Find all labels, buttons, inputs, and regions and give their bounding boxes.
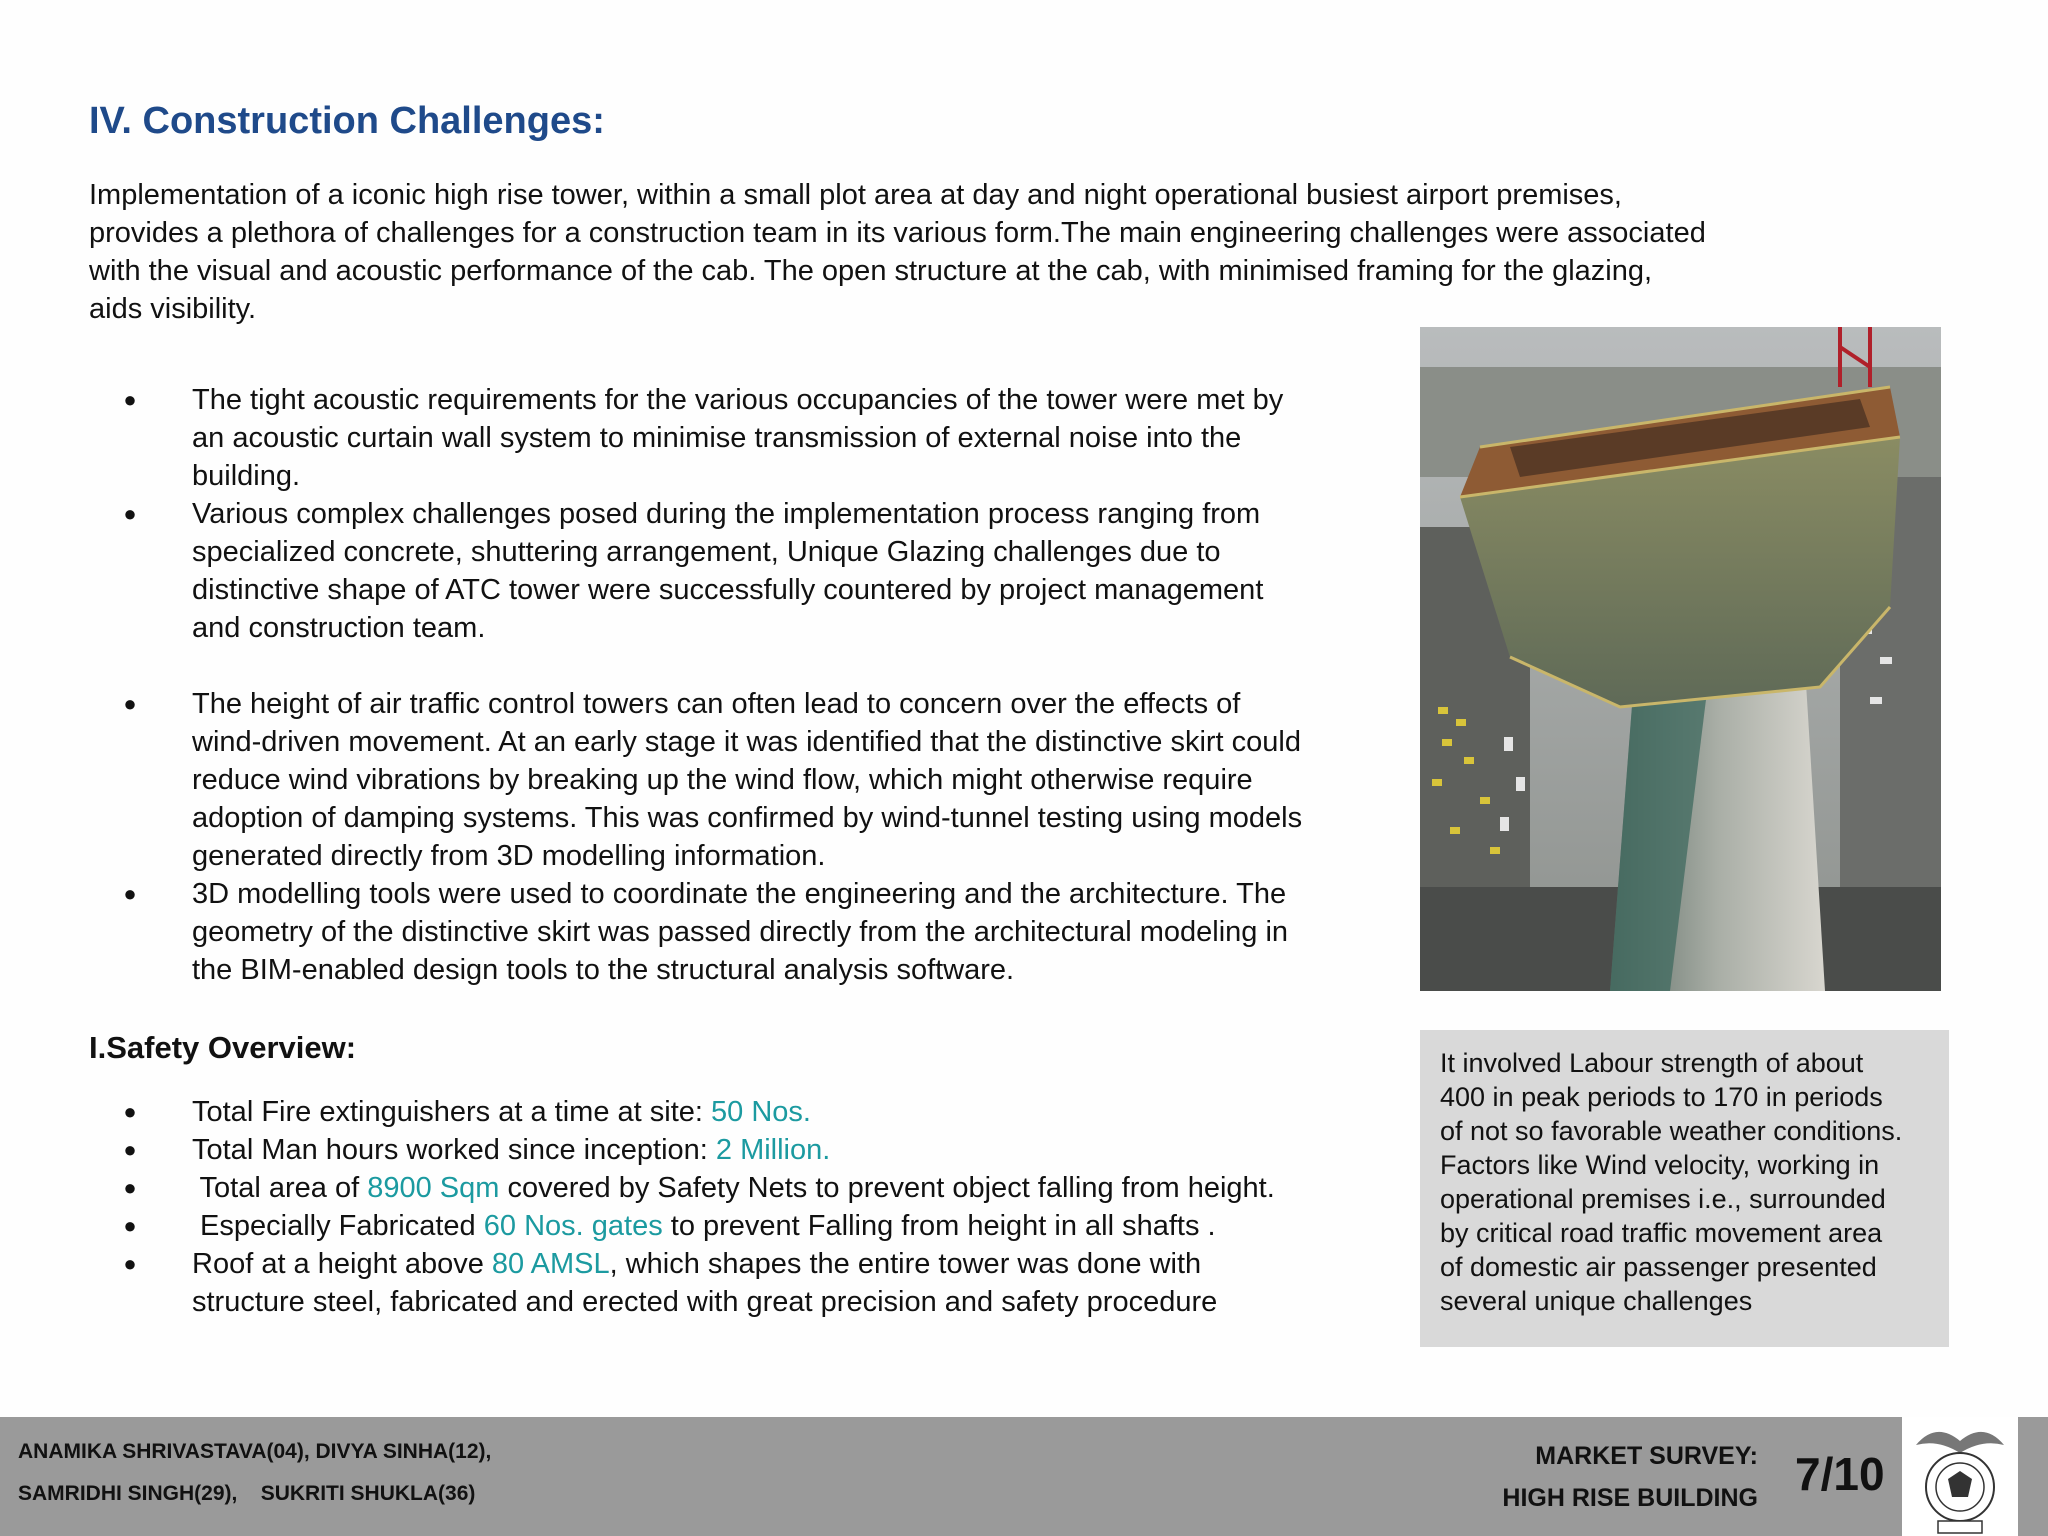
list-item-line: wind-driven movement. At an early stage it was identified that the distinctive skirt could <box>192 726 1301 758</box>
highlight-value: 8900 Sqm <box>367 1172 500 1204</box>
text: to prevent Falling from height in all shafts . <box>662 1210 1216 1242</box>
note-line: 400 in peak periods to 170 in periods <box>1440 1082 1883 1112</box>
intro-paragraph <box>89 176 1969 328</box>
list-item-line: The tight acoustic requirements for the various occupancies of the tower were met by <box>192 384 1284 416</box>
highlight-value: 60 Nos. gates <box>483 1210 663 1242</box>
bullet-icon: ● <box>123 387 137 412</box>
list-item-line: generated directly from 3D modelling information. <box>192 840 826 872</box>
list-item-line: building. <box>192 460 301 492</box>
list-item <box>120 1093 1410 1131</box>
safety-list <box>120 1093 1410 1321</box>
list-item-line <box>192 1169 1410 1207</box>
footer-bar <box>0 1417 2048 1536</box>
photo-illustration <box>1420 327 1941 991</box>
challenges-list <box>120 381 1410 989</box>
list-item-line: specialized concrete, shuttering arrangement, Unique Glazing challenges due to <box>192 536 1221 568</box>
text: , which shapes the entire tower was done with <box>609 1248 1202 1280</box>
list-item-line: adoption of damping systems. This was confirmed by wind-tunnel testing using models <box>192 802 1303 834</box>
list-item-line: distinctive shape of ATC tower were successfully countered by project management <box>192 574 1264 606</box>
note-line: of not so favorable weather conditions. <box>1440 1116 1903 1146</box>
survey-line: MARKET SURVEY: <box>1535 1442 1758 1470</box>
bullet-icon: ● <box>123 1175 137 1200</box>
text: Total area of <box>192 1172 368 1204</box>
emblem-icon <box>1902 1417 2018 1536</box>
note-line: It involved Labour strength of about <box>1440 1048 1864 1078</box>
list-item <box>120 1131 1410 1169</box>
highlight-value: 2 Million. <box>715 1134 831 1166</box>
list-item-line: structure steel, fabricated and erected with great precision and safety procedure <box>192 1286 1218 1318</box>
list-item-line: reduce wind vibrations by breaking up the wind flow, which might otherwise require <box>192 764 1253 796</box>
list-item <box>120 1207 1410 1245</box>
text: Roof at a height above <box>192 1248 492 1280</box>
labour-note-box <box>1420 1030 1949 1347</box>
list-item <box>120 685 1410 875</box>
list-item-line <box>192 1245 1410 1283</box>
list-item-line <box>192 1093 1410 1131</box>
bullet-icon: ● <box>123 1137 137 1162</box>
list-item-line: the BIM-enabled design tools to the structural analysis software. <box>192 954 1015 986</box>
survey-line: HIGH RISE BUILDING <box>1502 1484 1758 1512</box>
note-line: several unique challenges <box>1440 1286 1753 1316</box>
bullet-icon: ● <box>123 1251 137 1276</box>
intro-line: provides a plethora of challenges for a construction team in its various form.The main engineering challenges were associated <box>89 217 1706 249</box>
intro-line: aids visibility. <box>89 293 257 325</box>
note-line: operational premises i.e., surrounded <box>1440 1184 1886 1214</box>
intro-line: with the visual and acoustic performance of the cab. The open structure at the cab, with minimised framing for the glazing, <box>89 255 1653 287</box>
bullet-icon: ● <box>123 691 137 716</box>
list-item <box>120 1245 1410 1321</box>
note-line: Factors like Wind velocity, working in <box>1440 1150 1880 1180</box>
text: Total Man hours worked since inception: <box>192 1134 716 1166</box>
bullet-icon: ● <box>123 1099 137 1124</box>
note-line: by critical road traffic movement area <box>1440 1218 1883 1248</box>
authors <box>18 1431 491 1515</box>
survey-title <box>1502 1435 1758 1519</box>
list-item-line: 3D modelling tools were used to coordinate the engineering and the architecture. The <box>192 878 1287 910</box>
list-item-line: The height of air traffic control towers can often lead to concern over the effects of <box>192 688 1241 720</box>
list-spacer <box>120 647 1410 685</box>
page-title: IV. Construction Challenges: <box>89 100 605 142</box>
bullet-icon: ● <box>123 501 137 526</box>
text: Especially Fabricated <box>192 1210 484 1242</box>
highlight-value: 50 Nos. <box>711 1096 811 1128</box>
authors-line: SAMRIDHI SINGH(29), SUKRITI SHUKLA(36) <box>18 1482 476 1505</box>
safety-heading: I.Safety Overview: <box>89 1030 357 1065</box>
list-item-line: geometry of the distinctive skirt was passed directly from the architectural modeling in <box>192 916 1289 948</box>
list-item <box>120 495 1410 647</box>
list-item-line <box>192 1131 1410 1169</box>
atc-tower-construction-photo <box>1420 327 1941 991</box>
list-item <box>120 1169 1410 1207</box>
highlight-value: 80 AMSL <box>491 1248 610 1280</box>
list-item <box>120 381 1410 495</box>
page-number: 7/10 <box>1795 1448 1885 1500</box>
text: covered by Safety Nets to prevent object falling from height. <box>499 1172 1275 1204</box>
list-item-line <box>192 1207 1410 1245</box>
bullet-icon: ● <box>123 1213 137 1238</box>
list-item <box>120 875 1410 989</box>
list-item-line: an acoustic curtain wall system to minimise transmission of external noise into the <box>192 422 1242 454</box>
text: Total Fire extinguishers at a time at site: <box>192 1096 711 1128</box>
intro-line: Implementation of a iconic high rise tower, within a small plot area at day and night operational busiest airport premises, <box>89 179 1622 211</box>
list-item-line: and construction team. <box>192 612 486 644</box>
university-emblem <box>1902 1417 2018 1536</box>
authors-line: ANAMIKA SHRIVASTAVA(04), DIVYA SINHA(12), <box>18 1440 492 1463</box>
bullet-icon: ● <box>123 881 137 906</box>
list-item-line: Various complex challenges posed during the implementation process ranging from <box>192 498 1261 530</box>
note-line: of domestic air passenger presented <box>1440 1252 1877 1282</box>
